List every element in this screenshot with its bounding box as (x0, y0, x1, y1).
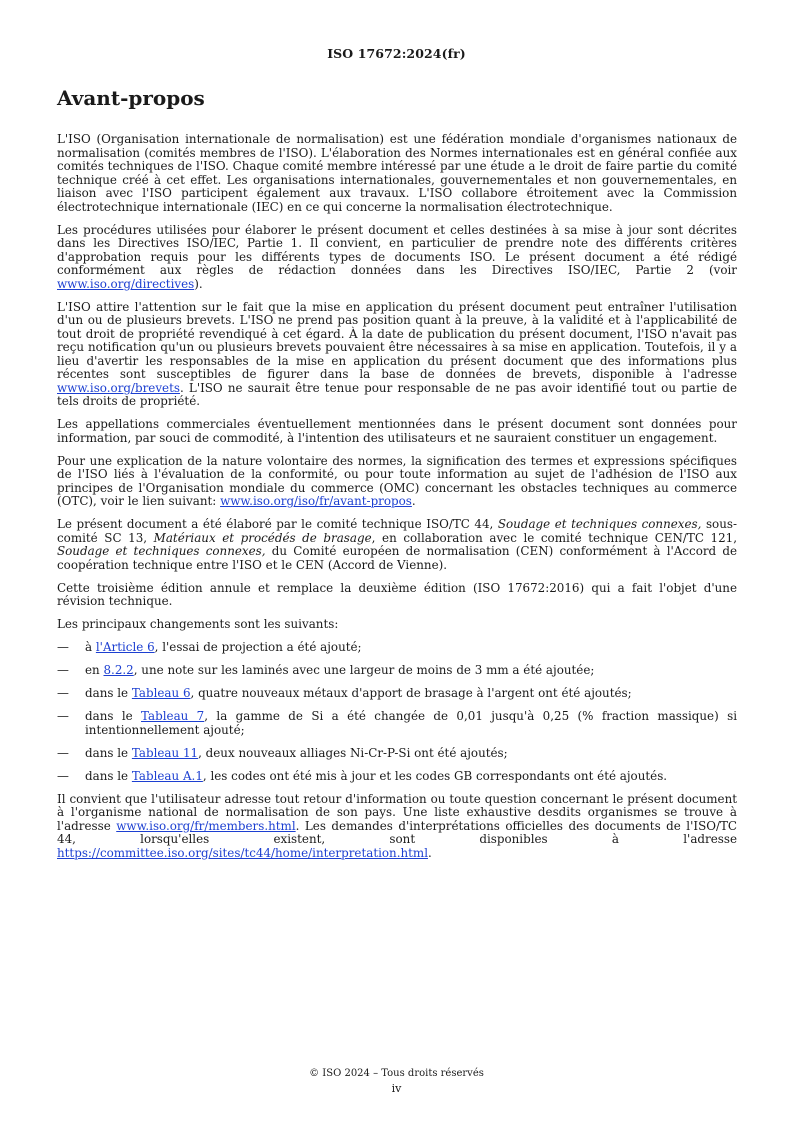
list-item-text: , quatre nouveaux métaux d'apport de brasage à l'argent ont été ajoutés; (190, 686, 632, 700)
committee-text-a: Le présent document a été élaboré par le comité technique ISO/TC 44, (57, 517, 498, 531)
list-item-prefix: dans le (85, 686, 132, 700)
table-11-link[interactable]: Tableau 11 (131, 745, 199, 760)
list-item (57, 747, 737, 761)
paragraph-committee (57, 518, 737, 572)
list-item-prefix: dans le (85, 768, 132, 783)
list-item-prefix: dans le (85, 709, 142, 723)
paragraph-patents (57, 301, 737, 409)
paragraph-edition: Cette troisième édition annule et remplace la deuxième édition (ISO 17672:2016) qui a fait l'objet d'une révision technique. (57, 580, 737, 608)
list-item (57, 687, 737, 701)
patents-link[interactable]: www.iso.org/brevets (57, 380, 180, 395)
paragraph-iso-intro: L'ISO (Organisation internationale de normalisation) est une fédération mondiale d'organismes nationaux de normalisation (comités membres de l'ISO). L'élaboration des Normes internationales est en général confiée aux comités techniques de l'ISO. Chaque comité membre intéressé par une étude a le droit de faire partie du comité technique créé à cet effet. Les organisations internationales, gouvernementales et non gouvernementales, en liaison avec l'ISO participent également aux travaux. L'ISO collabore étroitement avec la Commission électrotechnique internationale (IEC) en ce qui concerne la normalisation électrotechnique. (57, 132, 737, 214)
foreword-info-link[interactable]: www.iso.org/iso/fr/avant-propos (220, 494, 412, 508)
list-item-text: , les codes ont été mis à jour et les codes GB correspondants ont été ajoutés. (202, 768, 668, 783)
dash-bullet: — (57, 709, 69, 723)
list-item-text: , une note sur les laminés avec une largeur de moins de 3 mm a été ajoutée; (133, 663, 595, 677)
paragraph-voluntary-nature (57, 455, 737, 509)
dash-bullet: — (57, 663, 69, 677)
page-title: Avant-propos (57, 86, 205, 110)
members-link[interactable]: www.iso.org/fr/members.html (116, 818, 296, 833)
paragraph-feedback-mid: . Les demandes d'interprétations officielles des documents de l'ISO/TC 44, lorsqu'elles existent, sont disponibles à l'adresse (57, 818, 738, 846)
foreword-content (57, 86, 737, 870)
paragraph-patents-end: . L'ISO ne saurait être tenue pour responsable de ne pas avoir identifié tout ou partie de tels droits de propriété. (57, 380, 737, 408)
list-item-text: , l'essai de projection a été ajouté; (154, 640, 362, 654)
table-6-link[interactable]: Tableau 6 (131, 686, 191, 700)
dash-bullet: — (57, 745, 69, 760)
table-a1-link[interactable]: Tableau A.1 (131, 768, 203, 783)
list-item-prefix: à (85, 640, 96, 654)
interpretation-link[interactable]: https://committee.iso.org/sites/tc44/home/interpretation.html (57, 845, 429, 860)
list-item (57, 710, 737, 737)
paragraph-patents-text: L'ISO attire l'attention sur le fait que la mise en application du présent document peut entraîner l'utilisation d'un ou de plusieurs brevets. L'ISO ne prend pas position quant à la preuve, à la validité et à l'applicabilité de tout droit de propriété revendiqué à cet égard. À la date de publication du présent document, l'ISO n'avait pas reçu notification qu'un ou plusieurs brevets pouvaient être nécessaires à sa mise en application. Toutefois, il y a lieu d'avertir les responsables de la mise en application du présent document que des informations plus récentes sont susceptibles de figurer dans la base de données de brevets, disponible à l'adresse (57, 299, 737, 381)
list-item (57, 770, 737, 784)
directives-link[interactable]: www.iso.org/directives (57, 276, 195, 291)
paragraph-procedures (57, 224, 737, 292)
paragraph-trade-names: Les appellations commerciales éventuellement mentionnées dans le présent document sont données pour information, par souci de commodité, à l'intention des utilisateurs et ne sauraient constituer un engagement. (57, 417, 737, 445)
list-item-text: , deux nouveaux alliages Ni-Cr-P-Si ont été ajoutés; (198, 745, 508, 760)
page-footer (0, 1066, 793, 1096)
paragraph-procedures-end: ). (194, 276, 203, 291)
committee-title-1: Soudage et techniques connexes, (497, 517, 702, 531)
committee-title-2: Soudage et techniques connexes, (57, 544, 266, 558)
paragraph-feedback (57, 793, 737, 861)
changes-list (57, 641, 737, 783)
subcommittee-title: Matériaux et procédés de brasage (153, 530, 372, 545)
paragraph-voluntary-end: . (411, 494, 416, 508)
dash-bullet: — (57, 640, 69, 654)
paragraph-voluntary-text: Pour une explication de la nature volontaire des normes, la signification des termes et expressions spécifiques de l'ISO liés à l'évaluation de la conformité, ou pour toute information au sujet de l'adhésion de l'ISO aux principes de l'Organisation mondiale du commerce (OMC) concernant les obstacles techniques au commerce (OTC), voir le lien suivant: (57, 453, 737, 508)
list-item (57, 664, 737, 678)
dash-bullet: — (57, 686, 69, 700)
table-7-link[interactable]: Tableau 7 (141, 709, 205, 723)
article-6-link[interactable]: l'Article 6 (95, 640, 155, 654)
dash-bullet: — (57, 768, 69, 783)
document-identifier: ISO 17672:2024(fr) (327, 46, 466, 61)
copyright-notice: © ISO 2024 – Tous droits réservés (309, 1068, 484, 1079)
paragraph-feedback-end: . (428, 845, 432, 860)
page-number: iv (391, 1082, 402, 1095)
paragraph-feedback-text: Il convient que l'utilisateur adresse tout retour d'information ou toute question concernant le présent document à l'organisme national de normalisation de son pays. Une liste exhaustive desdits organismes se trouve à l'adresse (57, 791, 737, 833)
list-item-prefix: en (85, 663, 104, 677)
section-8-2-2-link[interactable]: 8.2.2 (103, 663, 134, 677)
committee-text-b: sous-comité SC 13, (57, 517, 737, 545)
paragraph-changes-intro: Les principaux changements sont les suivants: (57, 617, 339, 631)
committee-text-d: du Comité européen de normalisation (CEN) conformément à l'Accord de coopération technique entre l'ISO et le CEN (Accord de Vienne). (57, 544, 738, 572)
list-item-text: , la gamme de Si a été changée de 0,01 jusqu'à 0,25 (% fraction massique) si intentionnellement ajouté; (85, 709, 737, 737)
paragraph-procedures-text: Les procédures utilisées pour élaborer le présent document et celles destinées à sa mise à jour sont décrites dans les Directives ISO/IEC, Partie 1. Il convient, en particulier de prendre note des différents critères d'approbation requis pour les différents types de documents ISO. Le présent document a été rédigé conformément aux règles de rédaction données dans les Directives ISO/IEC, Partie 2 (voir (57, 222, 737, 277)
list-item-prefix: dans le (85, 745, 132, 760)
committee-text-c: , en collaboration avec le comité technique CEN/TC 121, (371, 530, 737, 545)
list-item (57, 641, 737, 655)
